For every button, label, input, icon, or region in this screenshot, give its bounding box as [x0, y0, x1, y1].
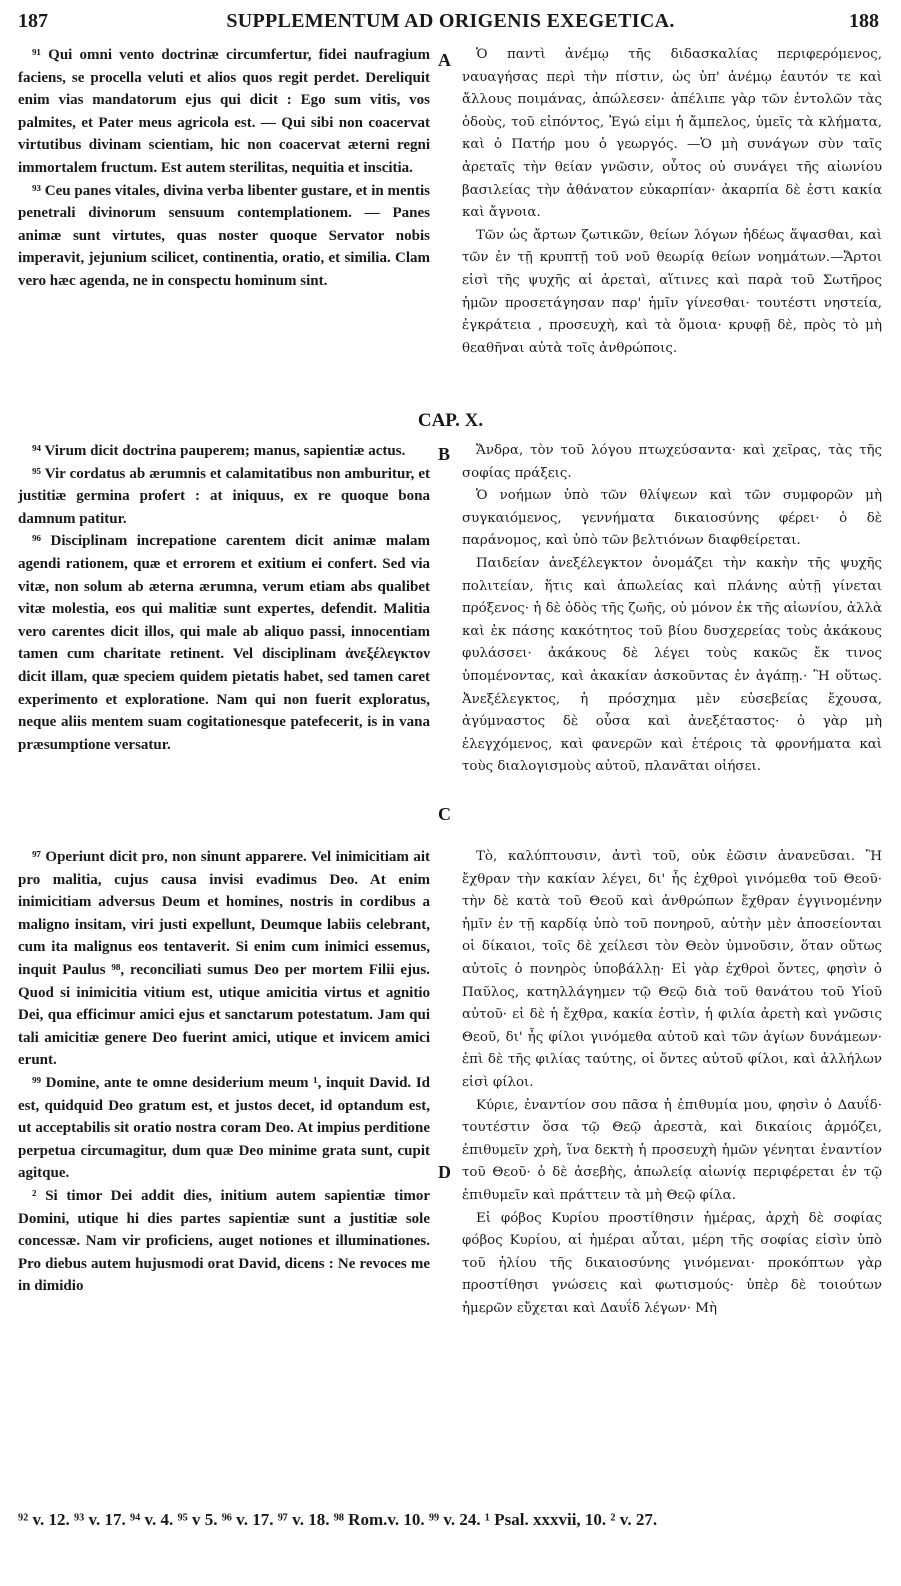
- margin-marker-a: A: [438, 50, 451, 70]
- greek-paragraph: Τῶν ὡς ἄρτων ζωτικῶν, θείων λόγων ἡδέως ἅψασθαι, καὶ τῶν ἐν τῇ κρυπτῇ τοῦ νοῦ θεωρίᾳ θείων νοημάτων.—Ἄρτοι εἰσὶ τῆς ψυχῆς αἱ ἀρεταὶ, αἵτινες καὶ παρὰ τοῦ Σωτῆρος ἡμῶν προσετάγησαν παρ' ἡμῖν γίνεσθαι· τουτέστι νηστεία, ἐγκράτεια , προσευχὴ, καὶ τὰ ὅμοια· κρυφῇ δὲ, πρὸς τὸ μὴ θεαθῆναι αὐτὰ τοῖς ἀνθρώποις.: [462, 227, 882, 356]
- page-number-left: 187: [18, 10, 48, 32]
- page-number-right: 188: [849, 10, 879, 32]
- latin-paragraph: ⁹³ Ceu panes vitales, divina verba libenter gustare, et in mentis penetrali divinorum sensuum contemplationem. — Panes animæ sunt virtutes, quas noster quoque Servator nobis imperavit, jejunium scilicet, continentia, oratio, et similia. Clam vero hæc agenda, ne in conspectu hominum sint.: [18, 182, 430, 289]
- latin-paragraph: ⁹¹ Qui omni vento doctrinæ circumfertur, fidei naufragium faciens, se procella veluti et alios quos regit perdet. Dereliquit enim vias mandatorum ejus qui dicit : Ego sum vitis, vos palmites, et Pater meus agricola est. — Qui sibi non coacervat virtutibus divinam scientiam, hic non coacervat æterni regni immortalem fructum. Est autem sterilitas, nequitia et inscitia.: [18, 47, 430, 176]
- greek-paragraph: Εἰ φόβος Κυρίου προστίθησιν ἡμέρας, ἀρχὴ δὲ σοφίας φόβος Κυρίου, αἱ ἡμέραι αὗται, μέρη τῆς σοφίας εἰσὶν ὑπὸ τοῦ ἡλίου τῆς δικαιοσύνης γινόμεναι· προκόπτων γὰρ προστίθησι γνώσεις καὶ φωτισμούς· ὑπὲρ δὲ τοιούτων ἡμερῶν εὔχεται καὶ Δαυΐδ λέγων· Μὴ: [462, 1210, 882, 1316]
- greek-paragraph: Κύριε, ἐναντίον σου πᾶσα ἡ ἐπιθυμία μου, φησὶν ὁ Δαυΐδ· τουτέστιν ὅσα τῷ Θεῷ ἀρεστὰ, καὶ δικαίοις ἁρμόζει, ἐπιθυμεῖν χρὴ, ἵνα δεκτὴ ἡ προσευχὴ ἡμῶν γένηται ἐναντίον τοῦ Θεοῦ· ὁ δὲ ἀσεβὴς, ἀπωλείᾳ αἰωνίᾳ περιφέρεται ἐν τῷ ἐπιθυμεῖν καὶ πράττειν τὰ μὴ Θεῷ φίλα.: [462, 1097, 882, 1203]
- margin-marker-b: B: [438, 444, 451, 464]
- greek-paragraph: Ὁ παντὶ ἀνέμῳ τῆς διδασκαλίας περιφερόμενος, ναυαγήσας περὶ τὴν πίστιν, ὡς ὑπ' ἀνέμῳ ἑαυτόν τε καὶ ἄλλους ποιμάνας, ἀπώλεσεν· ἀπέλιπε γὰρ τῶν ἐντολῶν τὰς ὁδοὺς, τοῦ εἰπόντος, Ἐγώ εἰμι ἡ ἄμπελος, ὑμεῖς τὰ κλήματα, καὶ ὁ Πατήρ μου ὁ γεωργός. —Ὁ μὴ συνάγων σὺν ταῖς ἀρεταῖς τὴν θείαν γνῶσιν, οὗτος οὐ συνάγει τῆς αἰωνίου βασιλείας τὴν ἀθάνατον εὐκαρπίαν· ἀκαρπία δὲ ἐστι κακία καὶ ἄγνοια.: [462, 47, 882, 221]
- greek-column-block-1: [462, 44, 882, 406]
- latin-paragraph: ⁹⁹ Domine, ante te omne desiderium meum ¹, inquit David. Id est, quidquid Deo gratum est, et justos decet, id optandum est, ut acceptabilis sit oratio nostra coram Deo. At impius perditione perpetua circumagitur, dum quæ Deo minime grata sunt, cupit agitque.: [18, 1074, 430, 1182]
- latin-paragraph: ⁹⁷ Operiunt dicit pro, non sinunt apparere. Vel inimicitiam ait pro malitia, cujus causa invisi evadimus Deo. At enim inimicitiam adversus Deum et homines, nostris in cordibus a maligno insitam, viri justi expellunt, Deumque labiis celebrant, cum ita malignus eos tentaverit. Si enim cum inimici essemus, inquit Paulus ⁹⁸, reconciliati sumus Deo per mortem Filii ejus. Quod si inimicitia vitium est, utique amicitia virtus et agnitio Dei, qua efficimur amici ejus et sanctarum potestatum. Jam qui tali amicitiæ genere Deo fuerint amici, utique et invicem amici erunt.: [18, 849, 430, 1069]
- greek-paragraph: Ἄνδρα, τὸν τοῦ λόγου πτωχεύσαντα· καὶ χεῖρας, τὰς τῆς σοφίας πράξεις.: [462, 443, 882, 481]
- latin-column-block-2: [18, 440, 430, 844]
- margin-marker-c: C: [438, 804, 451, 824]
- latin-column-block-3: [18, 846, 430, 1496]
- greek-paragraph: Τὸ, καλύπτουσιν, ἀντὶ τοῦ, οὐκ ἐῶσιν ἀνανεῦσαι. Ἢ ἔχθραν τὴν κακίαν λέγει, δι' ἧς ἐχθροὶ γινόμεθα τοῦ Θεοῦ· τὴν δὲ κατὰ τοῦ Θεοῦ καὶ ἀνθρώπων ἔχθραν ἐγγινομένην ἡμῖν ἐν τῇ καρδίᾳ ὑπὸ τοῦ πονηροῦ, αὐτὴν μὲν ἀποσείονται οἱ δίκαιοι, τοῖς δὲ χείλεσι τὸν Θεὸν ὑμνοῦσιν, ὅταν οὕτως αὐτοῖς ὁ πονηρὸς ὑποβάλλῃ· Εἰ γὰρ ἐχθροὶ ὄντες, φησὶν ὁ Παῦλος, κατηλλάγημεν τῷ Θεῷ διὰ τοῦ θανάτου τοῦ Υἱοῦ αὐτοῦ· εἰ δὲ ἡ ἔχθρα, κακία ἐστὶν, ἡ φιλία ἀρετὴ καὶ γνῶσις Θεοῦ, δι' ἧς φίλοι γινόμεθα αὐτοῦ καὶ τῶν ἁγίων δυνάμεων· ἐπὶ δὲ τῆς φιλίας ταύτης, οἱ ὄντες αὐτοῦ φίλοι, καὶ ἀλλήλων εἰσὶ φίλοι.: [462, 849, 882, 1090]
- margin-marker-d: D: [438, 1162, 451, 1182]
- latin-paragraph: ⁹⁶ Disciplinam increpatione carentem dicit animæ malam agendi rationem, quæ et errorem et exitium ei confert. Sed via vitæ, non solum ab æterna ærumna, verum etiam abs qualibet vitæ molestia, eos qui malitiæ sunt expertes, defendit. Malitia vero carentes dicit illos, qui male ab aliquo passi, innocentiam tamen cum charitate retinent. Vel disciplinam ἀνεξέλεγκτον dicit illam, quæ speciem quidem pietatis habet, sed tamen caret experimento et exploratione. Nam qui non fuerit exploratus, neque aliis mentem suam cogitationesque patefecerit, is in vana præsumptione versatur.: [18, 533, 430, 753]
- page-header: [18, 10, 883, 40]
- latin-column-block-1: [18, 44, 430, 384]
- latin-paragraph: ⁹⁵ Vir cordatus ab ærumnis et calamitatibus non amburitur, et justitiæ germina profert : at iniquus, ex re quoque bona damnum patitur.: [18, 465, 430, 527]
- latin-paragraph: ² Si timor Dei addit dies, initium autem sapientiæ timor Domini, utique hi dies partes sapientiæ sunt a justitiæ sole concessæ. Nam vir proficiens, auget notiones et illuminationes. Pro diebus autem hujusmodi orat David, dicens : Ne revoces me in dimidio: [18, 1187, 430, 1295]
- greek-column-block-2: [462, 440, 882, 830]
- footnotes: ⁹² v. 12. ⁹³ v. 17. ⁹⁴ v. 4. ⁹⁵ v 5. ⁹⁶ v. 17. ⁹⁷ v. 18. ⁹⁸ Rom.v. 10. ⁹⁹ v. 24. ¹ Psal. xxxvii, 10. ² v. 27.: [18, 1510, 658, 1529]
- running-title: SUPPLEMENTUM AD ORIGENIS EXEGETICA.: [226, 10, 675, 32]
- greek-column-block-3: [462, 846, 882, 1496]
- latin-paragraph: ⁹⁴ Virum dicit doctrina pauperem; manus, sapientiæ actus.: [32, 443, 406, 459]
- greek-paragraph: Παιδείαν ἀνεξέλεγκτον ὀνομάζει τὴν κακὴν τῆς ψυχῆς πολιτείαν, ἥτις καὶ ἀπωλείας καὶ πλάνης αὐτῇ γίνεται πρόξενος· ἡ δὲ ὁδὸς τῆς ζωῆς, οὐ μόνον ἐκ τῆς αἰωνίου, ἀλλὰ καὶ ἐκ πάσης κακότητος τοῦ βίου δυσχερείας τοὺς ἀκάκους φυλάσσει· ἀκάκους δὲ λέγει τοὺς κακῶς ἔκ τινος ὑπομένοντας, καὶ ἀκακίαν ἀσκοῦντας ἐν ἀγάπῃ.· Ἢ οὕτως. Ἀνεξέλεγκτος, ἡ πρόσχημα μὲν εὐσεβείας ἔχουσα, ἀγύμναστος δὲ οὖσα καὶ ἀνεξέταστος· ὁ γὰρ μὴ ἐλεγχόμενος, καὶ φανερῶν καὶ ἑτέροις τὰ φρονήματα καὶ τοὺς διαλογισμοὺς αὐτοῦ, πλανᾶται οἰήσει.: [462, 555, 882, 775]
- greek-paragraph: Ὁ νοήμων ὑπὸ τῶν θλίψεων καὶ τῶν συμφορῶν μὴ συγκαιόμενος, γεννήματα δικαιοσύνης φέρει· ὁ δὲ παράνομος, καὶ ὑπὸ τῶν βελτιόνων διαφθείρεται.: [462, 488, 882, 549]
- chapter-heading: CAP. X.: [417, 410, 484, 431]
